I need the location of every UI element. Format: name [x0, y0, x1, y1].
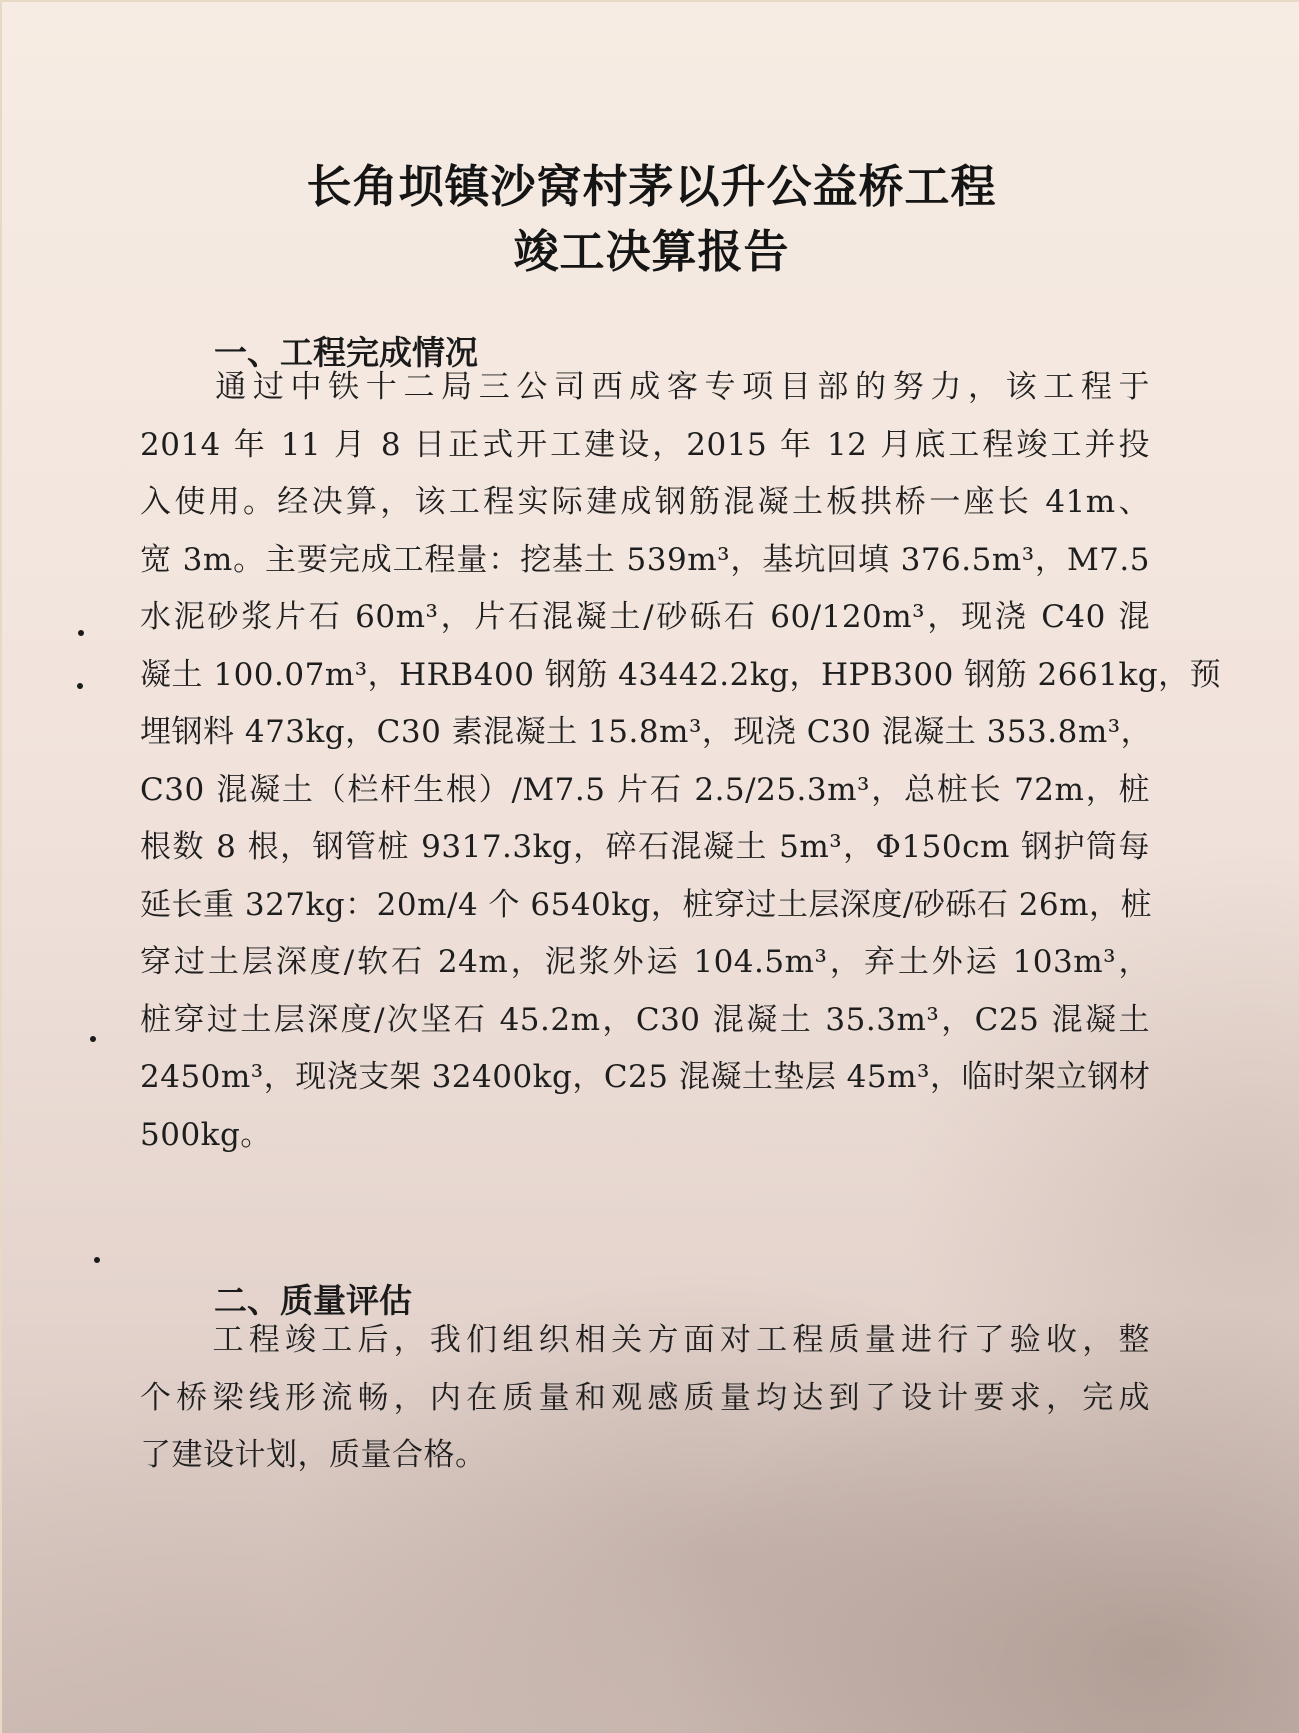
section-heading-completion: 一、工程完成情况 — [214, 333, 478, 372]
text-line: 根数 8 根，钢管桩 9317.3kg，碎石混凝土 5m³，Φ150cm 钢护筒每 — [140, 829, 1150, 865]
document-title-line1: 长角坝镇沙窝村茅以升公益桥工程 — [306, 162, 997, 212]
text-line: 桩穿过土层深度/次坚石 45.2m，C30 混凝土 35.3m³，C25 混凝土 — [140, 1001, 1150, 1038]
text-line: 500kg。 — [140, 1116, 272, 1153]
text-line: 个桥梁线形流畅，内在质量和观感质量均达到了设计要求，完成 — [140, 1379, 1150, 1416]
binding-hole-mark — [90, 1036, 96, 1042]
binding-hole-mark — [94, 1257, 100, 1263]
text-line: 了建设计划，质量合格。 — [140, 1437, 487, 1473]
text-line: C30 混凝土（栏杆生根）/M7.5 片石 2.5/25.3m³，总桩长 72m，桩 — [140, 771, 1150, 808]
text-line: 2014 年 11 月 8 日正式开工建设，2015 年 12 月底工程竣工并投 — [140, 426, 1150, 463]
text-line: 凝土 100.07m³，HRB400 钢筋 43442.2kg，HPB300 钢筋 2661kg，预 — [140, 656, 1222, 693]
binding-hole-mark — [78, 630, 84, 636]
text-line: 入使用。经决算，该工程实际建成钢筋混凝土板拱桥一座长 41m、 — [140, 484, 1150, 520]
binding-hole-mark — [77, 683, 83, 689]
section-body-quality — [140, 1312, 1150, 1485]
text-line: 宽 3m。主要完成工程量：挖基土 539m³，基坑回填 376.5m³，M7.5 — [140, 541, 1150, 578]
text-line: 埋钢料 473kg，C30 素混凝土 15.8m³，现浇 C30 混凝土 353.8m³， — [140, 714, 1153, 750]
text-line: 水泥砂浆片石 60m³，片石混凝土/砂砾石 60/120m³，现浇 C40 混 — [140, 599, 1150, 635]
text-line: 工程竣工后，我们组织相关方面对工程质量进行了验收，整 — [140, 1322, 1150, 1358]
text-line: 延长重 327kg：20m/4 个 6540kg，桩穿过土层深度/砂砾石 26m，桩 — [140, 886, 1153, 923]
text-line: 通过中铁十二局三公司西成客专项目部的努力，该工程于 — [140, 369, 1150, 405]
text-line: 穿过土层深度/软石 24m，泥浆外运 104.5m³，弃土外运 103m³， — [140, 944, 1150, 980]
section-heading-quality: 二、质量评估 — [214, 1281, 412, 1320]
text-line: 2450m³，现浇支架 32400kg，C25 混凝土垫层 45m³，临时架立钢材 — [140, 1059, 1151, 1095]
document-title-line2: 竣工决算报告 — [513, 227, 790, 277]
section-body-completion — [140, 359, 1222, 1164]
